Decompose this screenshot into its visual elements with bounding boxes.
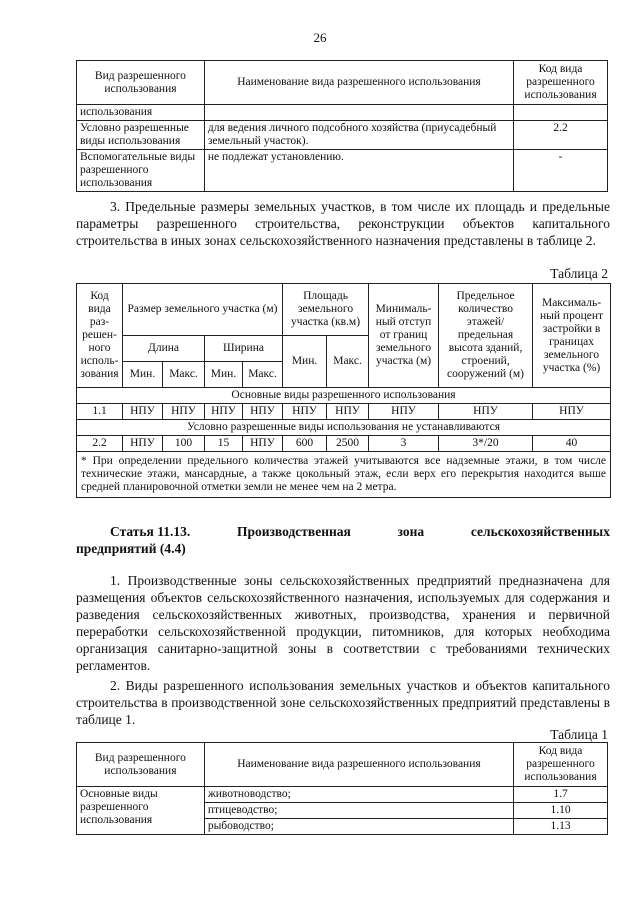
table-cell: 100 (163, 436, 205, 452)
article-word: сельскохозяйственных (470, 524, 610, 539)
header-code: Код вида раз-решен-ного исполь-зования (77, 284, 123, 388)
table-cell: 1.1 (77, 404, 123, 420)
table-cell: 1.10 (514, 803, 608, 819)
header-width: Ширина (205, 336, 283, 362)
table-cell: рыбоводство; (204, 819, 513, 835)
table-cell: животноводство; (204, 787, 513, 803)
header-length: Длина (123, 336, 205, 362)
header-width-max: Макс. (243, 362, 283, 388)
header-use-name: Наименование вида разрешенного использования (204, 61, 513, 105)
table-cell: НПУ (163, 404, 205, 420)
table-cell: 2500 (327, 436, 369, 452)
table-cell: НПУ (533, 404, 611, 420)
section-main-uses: Основные виды разрешенного использования (77, 388, 611, 404)
table-cell: НПУ (123, 404, 163, 420)
table1-caption: Таблица 1 (550, 727, 608, 742)
table-cell: использования (77, 105, 205, 121)
paragraph-3: 3. Предельные размеры земельных участков, в том числе их площадь и предельные параметры разрешенного строительства, реконструкции объектов капитального строительства в иных зонах сельскохозяйственного назначения представлены в таблице 2. (76, 199, 610, 248)
header-indent: Минималь-ный отступ от границ земельного участка (м) (369, 284, 439, 388)
article-label: Статья 11.13. (110, 524, 191, 539)
limits-table (76, 283, 611, 498)
header-use-type: Вид разрешенного использования (77, 61, 205, 105)
table2-caption: Таблица 2 (550, 266, 608, 281)
paragraph-2: 2. Виды разрешенного использования земельных участков и объектов капитального строительства в производственной зоне сельскохозяйственных предприятий представлены в таблице 1. (76, 678, 610, 727)
header-use-code: Код вида разрешенного использования (514, 743, 608, 787)
header-area: Площадь земельного участка (кв.м) (283, 284, 369, 336)
article-word: Производственная (236, 524, 351, 539)
group-main-uses: Основные виды разрешенного использования (77, 787, 205, 835)
permitted-use-table (76, 742, 608, 835)
header-length-max: Макс. (163, 362, 205, 388)
header-use-type: Вид разрешенного использования (77, 743, 205, 787)
table-footnote: * При определении предельного количества этажей учитываются все надземные этажи, в том числе технические этажи, мансардные, а также цокольный этаж, если верх его перекрытия находится выше средней планировочной отметки земли не менее чем на 2 метра. (77, 452, 611, 498)
table-cell: 2.2 (514, 121, 608, 150)
table-cell: НПУ (327, 404, 369, 420)
header-percent: Максималь-ный процент застройки в границах земельного участка (%) (533, 284, 611, 388)
table-cell: Условно разрешенные виды использования (77, 121, 205, 150)
header-area-max: Макс. (327, 336, 369, 388)
table-cell: Вспомогательные виды разрешенного использования (77, 150, 205, 192)
table-cell (514, 105, 608, 121)
table-cell: НПУ (123, 436, 163, 452)
article-heading (76, 523, 610, 557)
table-row (77, 436, 611, 452)
table-cell (204, 105, 513, 121)
table-cell: НПУ (439, 404, 533, 420)
header-use-name: Наименование вида разрешенного использования (204, 743, 513, 787)
permitted-use-table-continued (76, 60, 608, 192)
table-cell: НПУ (243, 404, 283, 420)
table-cell: 600 (283, 436, 327, 452)
article-word: зона (397, 524, 425, 539)
table-cell: НПУ (283, 404, 327, 420)
page-number: 26 (313, 30, 327, 45)
table-cell: не подлежат установлению. (204, 150, 513, 192)
table-cell: 1.7 (514, 787, 608, 803)
table-cell: - (514, 150, 608, 192)
table-cell: 40 (533, 436, 611, 452)
header-use-code: Код вида разрешенного использования (514, 61, 608, 105)
table-cell: 3 (369, 436, 439, 452)
article-heading-line2: предприятий (4.4) (76, 541, 186, 556)
header-size: Размер земельного участка (м) (123, 284, 283, 336)
table-cell: 15 (205, 436, 243, 452)
table-cell: НПУ (243, 436, 283, 452)
table-cell: 1.13 (514, 819, 608, 835)
table-cell: 2.2 (77, 436, 123, 452)
table-cell: НПУ (205, 404, 243, 420)
header-width-min: Мин. (205, 362, 243, 388)
header-area-min: Мин. (283, 336, 327, 388)
table-cell: птицеводство; (204, 803, 513, 819)
table-cell: 3*/20 (439, 436, 533, 452)
table-cell: НПУ (369, 404, 439, 420)
table-row (77, 404, 611, 420)
header-length-min: Мин. (123, 362, 163, 388)
table-cell: для ведения личного подсобного хозяйства (приусадебный земельный участок). (204, 121, 513, 150)
header-floors: Предельное количество этажей/ предельная высота зданий, строений, сооружений (м) (439, 284, 533, 388)
section-conditional-uses: Условно разрешенные виды использования не устанавливаются (77, 420, 611, 436)
paragraph-1: 1. Производственные зоны сельскохозяйственных предприятий предназначена для размещения объектов сельскохозяйственного назначения, используемых для содержания и разведения сельскохозяйственных животных, производства, хранения и первичной переработки сельскохозяйственной продукции, питомников, для которых необходима организация санитарно-защитной зоны в соответствии с требованиями технических регламентов. (76, 573, 610, 673)
